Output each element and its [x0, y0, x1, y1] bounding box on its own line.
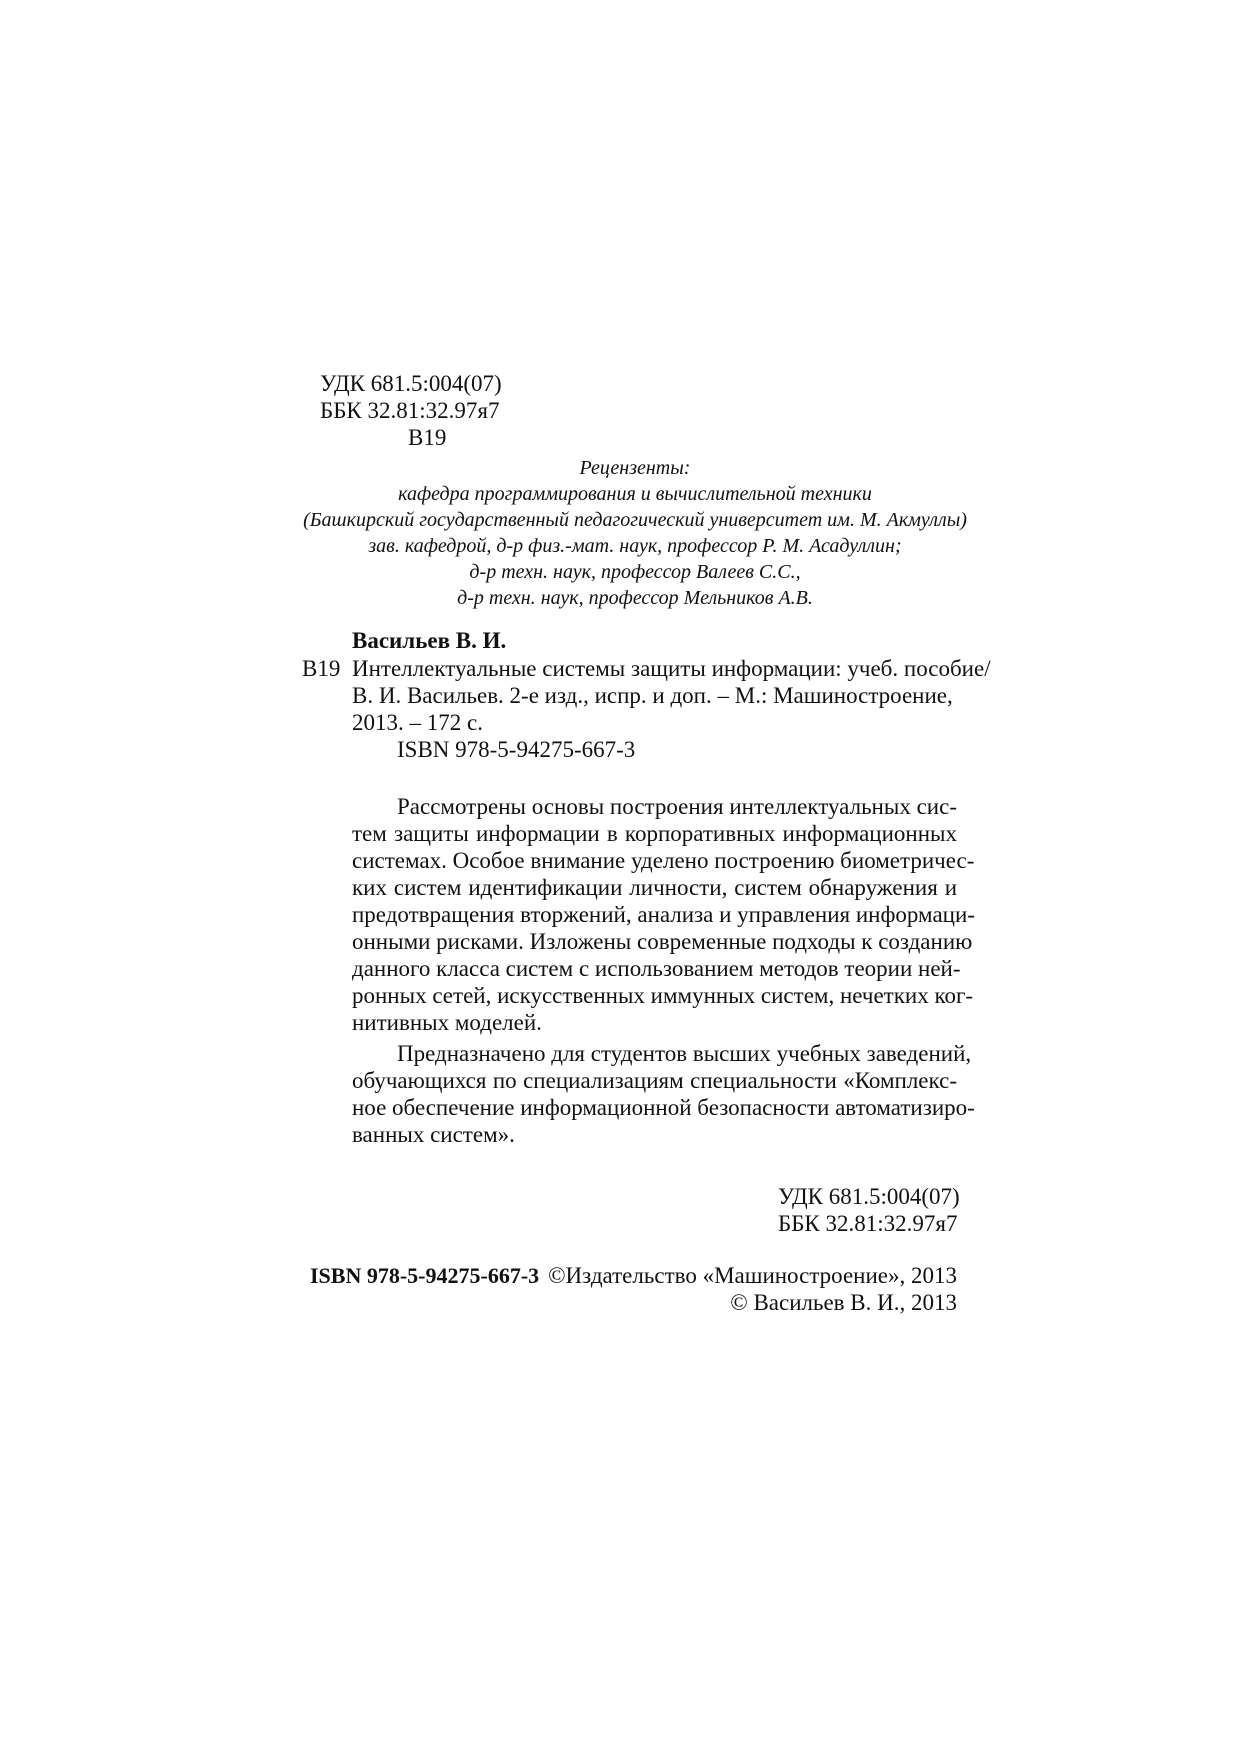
reviewer-line: (Башкирский государственный педагогический университет им. М. Акмуллы)	[303, 509, 967, 531]
catalog-isbn: ISBN 978-5-94275-667-3	[397, 737, 636, 762]
abstract-line: ванных систем».	[352, 1122, 515, 1147]
abstract-line: тем защиты информации в корпоративных информационных	[352, 821, 957, 846]
reviewer-line: д-р техн. наук, профессор Валеев С.С.,	[469, 561, 801, 583]
abstract-line: Предназначено для студентов высших учебных заведений,	[397, 1041, 972, 1066]
bbk-code: ББК 32.81:32.97я7	[320, 398, 500, 423]
copyright-author: © Васильев В. И., 2013	[730, 1290, 957, 1315]
author-mark: В19	[408, 425, 447, 450]
catalog-title-line: Интеллектуальные системы защиты информации: учеб. пособие/	[352, 656, 991, 681]
catalog-code: В19	[302, 656, 341, 681]
abstract-line: онными рисками. Изложены современные подходы к созданию	[352, 929, 973, 954]
catalog-title-line: В. И. Васильев. 2-е изд., испр. и доп. – М.: Машиностроение,	[352, 683, 953, 708]
abstract-line: Рассмотрены основы построения интеллектуальных сис-	[397, 794, 957, 819]
abstract-line: обучающихся по специализациям специальности «Комплекс-	[352, 1068, 957, 1093]
reviewer-line: зав. кафедрой, д-р физ.-мат. наук, профессор Р. М. Асадуллин;	[368, 535, 902, 557]
footer-isbn: ISBN 978-5-94275-667-3	[310, 1263, 540, 1288]
abstract-line: предотвращения вторжений, анализа и управления информаци-	[352, 902, 975, 927]
copyright-publisher: ©Издательство «Машиностроение», 2013	[548, 1263, 957, 1288]
footer-udk: УДК 681.5:004(07)	[778, 1184, 960, 1209]
abstract-line: ронных сетей, искусственных иммунных систем, нечетких ког-	[352, 983, 974, 1008]
abstract-line: данного класса систем с использованием методов теории ней-	[352, 956, 961, 981]
reviewer-line: д-р техн. наук, профессор Мельников А.В.	[457, 587, 813, 609]
abstract-line: системах. Особое внимание уделено построению биометричес-	[352, 848, 975, 873]
footer-bbk: ББК 32.81:32.97я7	[778, 1211, 958, 1236]
abstract-line: ное обеспечение информационной безопасности автоматизиро-	[352, 1095, 975, 1120]
reviewers-title: Рецензенты:	[579, 457, 691, 479]
abstract-line: нитивных моделей.	[352, 1010, 542, 1035]
catalog-author: Васильев В. И.	[352, 628, 507, 653]
reviewer-line: кафедра программирования и вычислительной техники	[398, 483, 872, 505]
abstract-line: ких систем идентификации личности, систем обнаружения и	[352, 875, 957, 900]
udk-code: УДК 681.5:004(07)	[320, 371, 502, 396]
catalog-title-line: 2013. – 172 с.	[352, 710, 483, 735]
